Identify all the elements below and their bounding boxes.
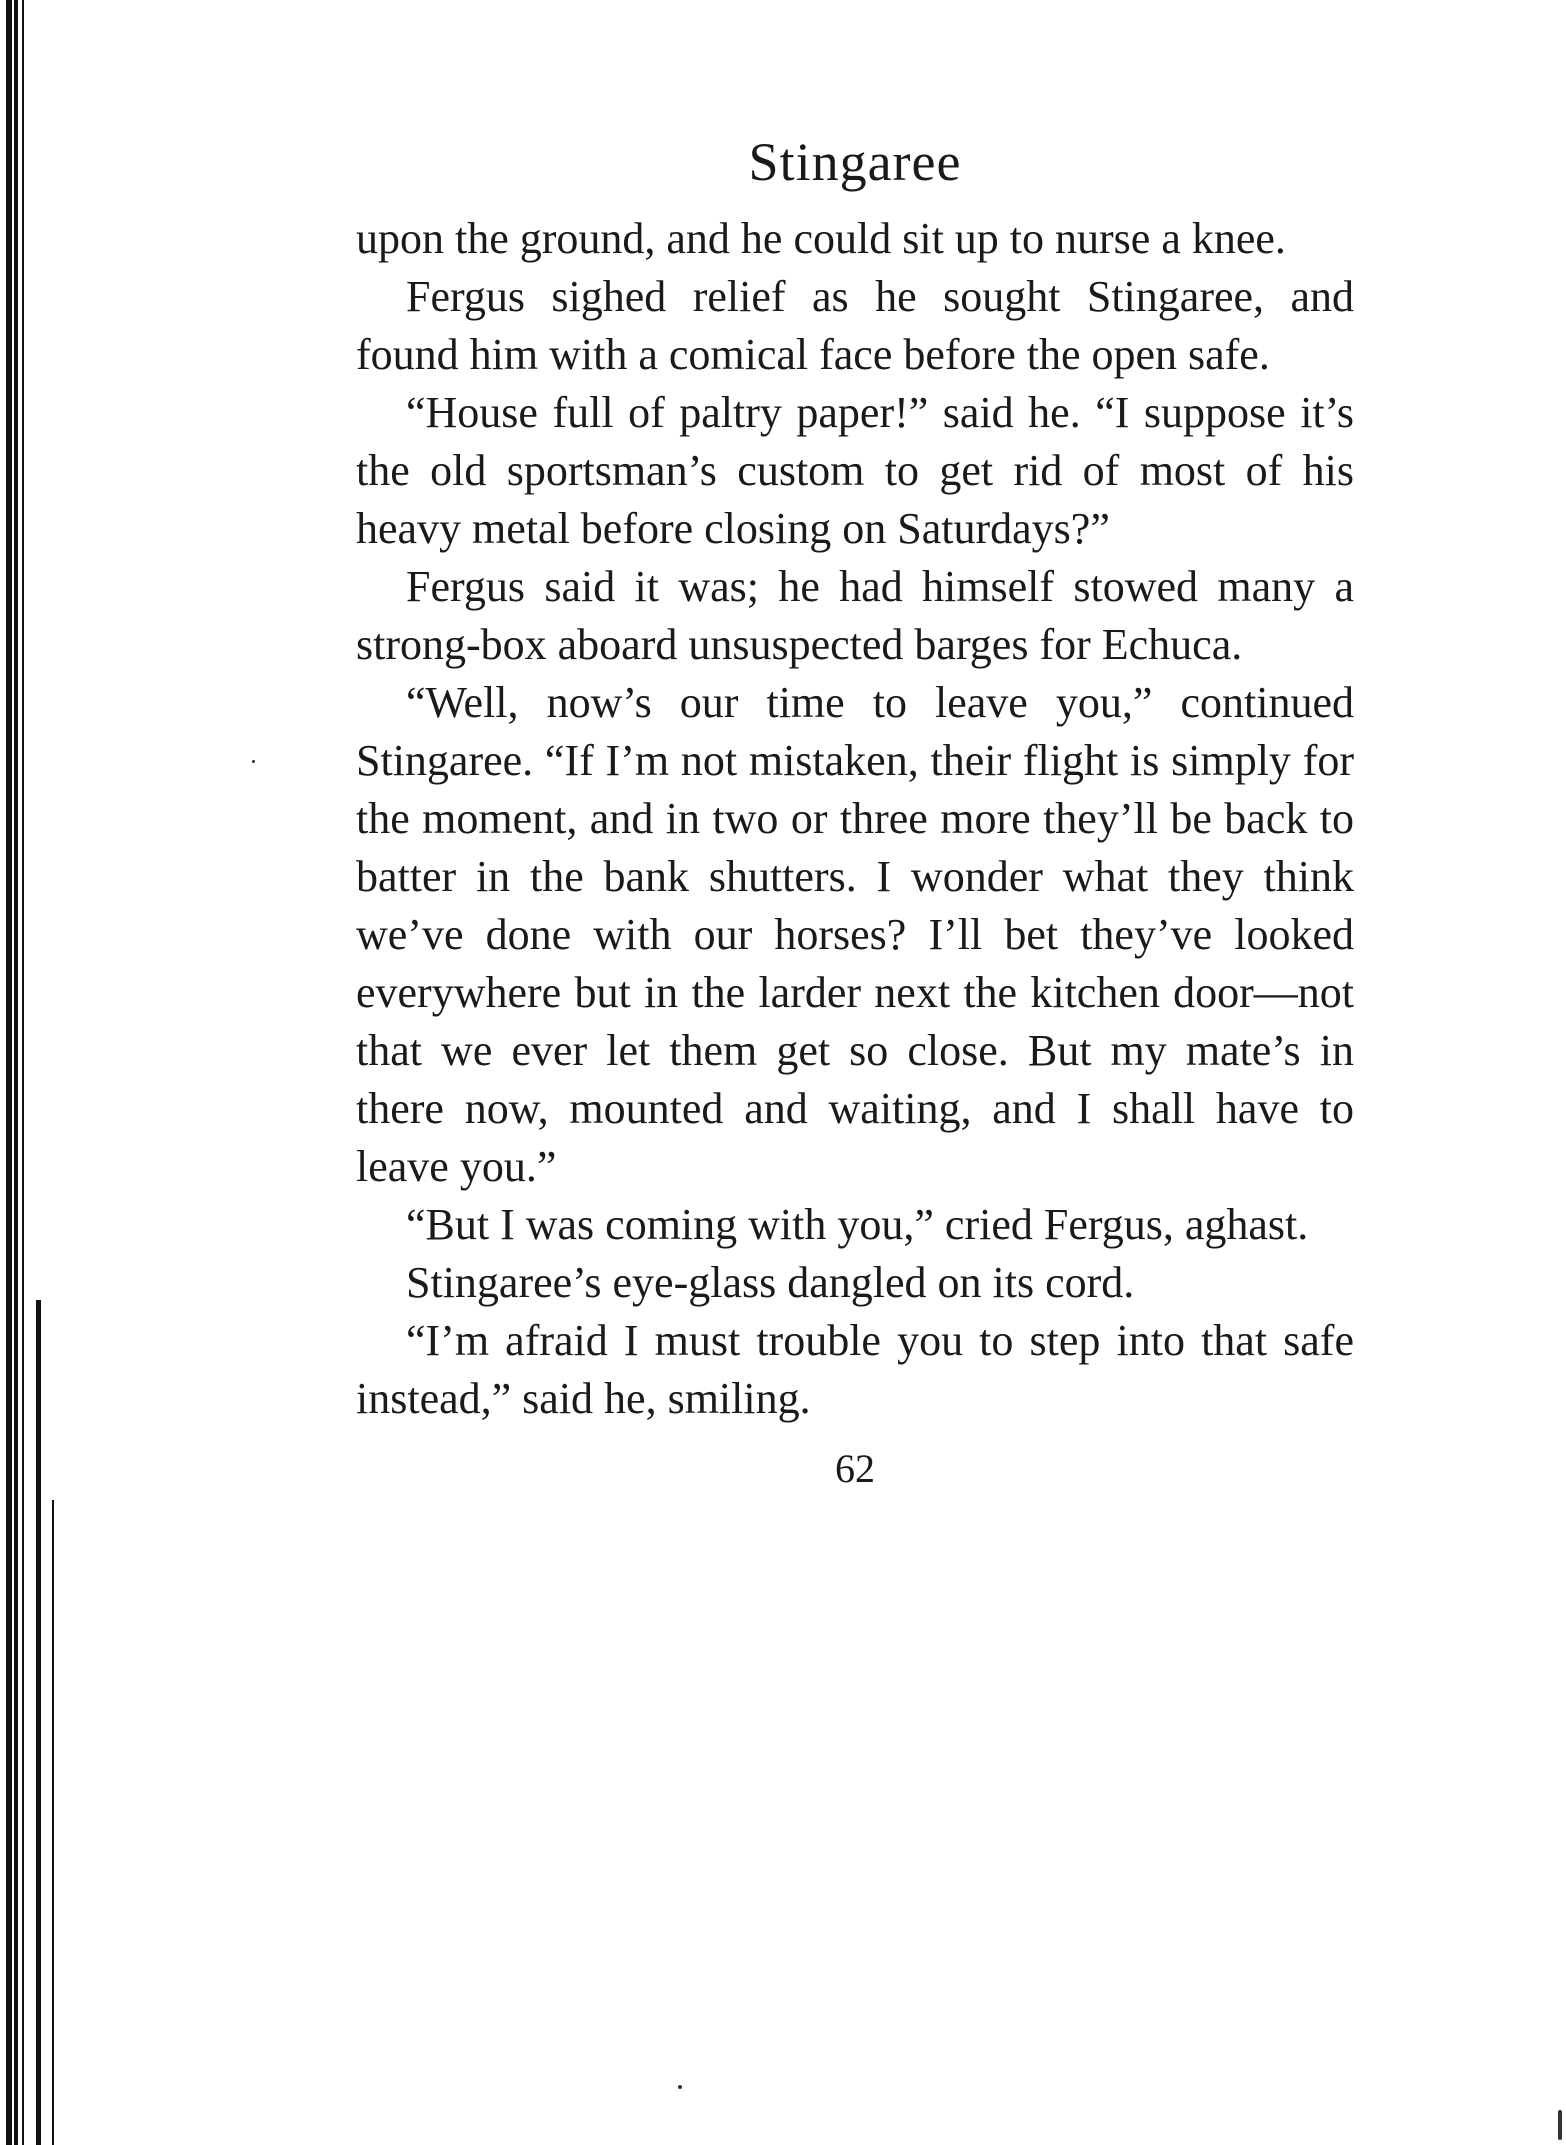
- paragraph: “But I was coming with you,” cried Fergus, aghast.: [406, 1200, 1309, 1249]
- page-number: 62: [835, 1446, 875, 1491]
- paragraph: Fergus said it was; he had himself stowed many a strong-box aboard unsuspected barges for Echuca.: [356, 562, 1354, 669]
- book-binding-edge: [0, 0, 60, 2145]
- scan-speck: [252, 760, 255, 763]
- scan-speck: [678, 2085, 682, 2089]
- paragraph: “I’m afraid I must trouble you to step into that safe instead,” said he, smiling.: [356, 1316, 1354, 1423]
- body-text: [356, 210, 1354, 1428]
- paragraph: “House full of paltry paper!” said he. “I suppose it’s the old sportsman’s custom to get rid of most of his heavy metal before closing on Saturdays?”: [356, 388, 1354, 553]
- book-page: [356, 120, 1354, 1498]
- scan-speck: [1558, 2110, 1562, 2140]
- paragraph: Stingaree’s eye-glass dangled on its cord.: [406, 1258, 1135, 1307]
- paragraph: upon the ground, and he could sit up to nurse a knee.: [356, 214, 1286, 263]
- running-head: Stingaree: [748, 132, 962, 192]
- paragraph: “Well, now’s our time to leave you,” continued Stingaree. “If I’m not mistaken, their flight is simply for the moment, and in two or three more they’ll be back to batter in the bank shutters. I wonder what they think we’ve done with our horses? I’ll bet they’ve looked everywhere but in the larder next the kitchen door—not that we ever let them get so close. But my mate’s in there now, mounted and waiting, and I shall have to leave you.”: [356, 678, 1354, 1191]
- paragraph: Fergus sighed relief as he sought Stingaree, and found him with a comical face before the open safe.: [356, 272, 1354, 379]
